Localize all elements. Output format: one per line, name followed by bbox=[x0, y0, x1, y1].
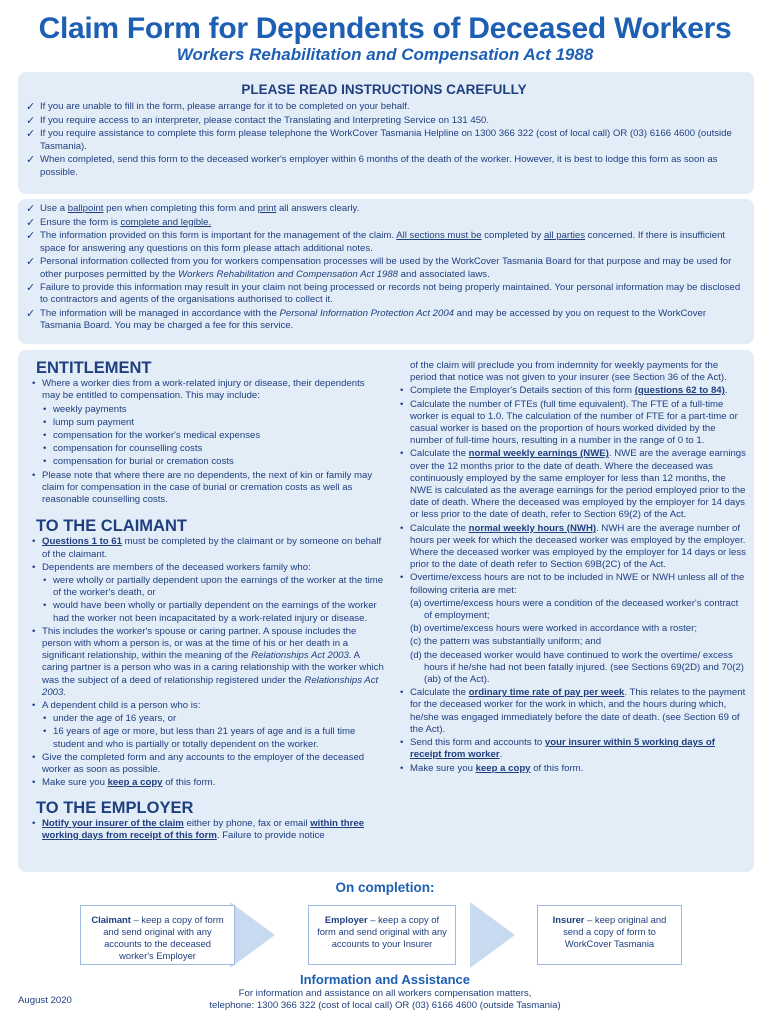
overtime-criterion: (b) overtime/excess hours were worked in accordance with a roster; bbox=[410, 623, 698, 635]
claimant-questions: • Questions 1 to 61 must be completed by the claimant or by someone on behalf of the claimant. bbox=[32, 536, 384, 560]
entitlement-item: • lump sum payment bbox=[32, 417, 384, 429]
claimant-heading: TO THE CLAIMANT bbox=[36, 517, 187, 536]
employer-ordinary-rate: • Calculate the ordinary time rate of pay per week. This relates to the payment for the deceased worker for the work in which, and the hours during which, he/she was engaged immediately before the date of death. (see Section 69 of the Act). bbox=[400, 687, 746, 736]
info-heading: Information and Assistance bbox=[300, 972, 470, 987]
claimant-step-card: Claimant – keep a copy of form and send original with any accounts to the deceased worker's Employer bbox=[80, 905, 235, 965]
employer-notify: • Notify your insurer of the claim either by phone, fax or email within three working days from receipt of this form. Failure to provide notice bbox=[32, 818, 384, 842]
employer-send: • Send this form and accounts to your insurer within 5 working days of receipt from worker. bbox=[400, 737, 746, 761]
employer-nwe: • Calculate the normal weekly earnings (NWE). NWE are the average earnings over the 12 months prior to the date of death. Where the deceased was continuously employed by the same employer for less than 12 months, the NWE is calculated as the average earnings for the period employed prior to the date of death. Where the deceased was employed by the employer for 14 days or less prior to the date of death, refer to Section 69(2) of the Act. bbox=[400, 448, 746, 521]
form-title: Claim Form for Dependents of Deceased Workers bbox=[38, 12, 732, 45]
instruction-item: ✓ If you require assistance to complete this form please telephone the WorkCover Tasmania Helpline on 1300 366 322 (cost of local call) OR (03) 6166 4600 (outside Tasmania). bbox=[24, 128, 744, 152]
note-item: ✓ Personal information collected from you for workers compensation processes will be used by the WorkCover Tasmania Board for that purpose and may be used for other purposes permitted by the Workers Rehabilitation and Compensation Act 1988 and associated laws. bbox=[24, 256, 744, 280]
entitlement-item: • compensation for burial or cremation costs bbox=[32, 456, 384, 468]
note-item: ✓ Use a ballpoint pen when completing this form and print all answers clearly. bbox=[24, 203, 744, 215]
entitlement-intro: • Where a worker dies from a work-related injury or disease, their dependents may be entitled to compensation. This may include: bbox=[32, 378, 384, 402]
employer-overtime: • Overtime/excess hours are not to be included in NWE or NWH unless all of the following criteria are met: bbox=[400, 572, 746, 596]
claimant-spouse: • This includes the worker's spouse or caring partner. A spouse includes the person with whom a person is, or was at the time of his or her death in a significant relationship, within the meaning of the Relationships Act 2003. A caring partner is a person who was in a caring relationship with the worker which was the subject of a deed of relationship registered under the Relationships Act 2003. bbox=[32, 626, 384, 699]
instructions-heading: PLEASE READ INSTRUCTIONS CAREFULLY bbox=[241, 82, 527, 97]
claimant-give: • Give the completed form and any accounts to the employer of the deceased worker as soon as possible. bbox=[32, 752, 384, 776]
info-text bbox=[0, 988, 770, 1013]
employer-fte: • Calculate the number of FTEs (full time equivalent). The FTE of a full-time worker is equal to 1.0. The calculation of the number of FTE for a part-time or casual worker is based on the proportion of hours worked divided by the number of full-time hours, resulting in a number in the range of 0 to 1. bbox=[400, 399, 746, 448]
entitlement-heading: ENTITLEMENT bbox=[36, 359, 152, 377]
notes-panel bbox=[18, 199, 754, 344]
overtime-criterion: (c) the pattern was substantially uniform; and bbox=[410, 636, 602, 648]
insurer-step-card: Insurer – keep original and send a copy of form to WorkCover Tasmania bbox=[537, 905, 682, 965]
guidance-right-column bbox=[400, 360, 746, 776]
form-date: August 2020 bbox=[18, 995, 72, 1006]
entitlement-note: • Please note that where there are no dependents, the next of kin or family may claim for compensation in the case of burial or cremation costs as well as reasonable counselling costs. bbox=[32, 470, 384, 507]
instructions-panel bbox=[18, 72, 754, 194]
dependent-criteria: • were wholly or partially dependent upon the earnings of the worker at the time of the worker's death, or bbox=[32, 575, 384, 599]
dependent-criteria: • would have been wholly or partially dependent on the earnings of the worker had the worker not been incapacitated by a work-related injury or disease. bbox=[32, 600, 384, 624]
flow-arrow-1 bbox=[230, 902, 275, 968]
completion-heading: On completion: bbox=[335, 880, 435, 895]
employer-nwh: • Calculate the normal weekly hours (NWH). NWH are the average number of hours per week for which the deceased worker was employed by the employer. Where the deceased worker was employed by the employer for 14 days or less prior to the date of death refer to Section 69B(2C) of the Act. bbox=[400, 523, 746, 572]
instruction-item: ✓ If you require access to an interpreter, please contact the Translating and Interpreting Service on 131 450. bbox=[24, 115, 744, 127]
instruction-item: ✓ If you are unable to fill in the form, please arrange for it to be completed on your behalf. bbox=[24, 101, 744, 113]
flow-arrow-2 bbox=[470, 902, 515, 968]
info-line-1: For information and assistance on all workers compensation matters, bbox=[238, 988, 532, 999]
overtime-criterion: (d) the deceased worker would have continued to work the overtime/ excess hours if he/she had not been fatally injured. (see Sections 69(2D) and 70(2)(ab) of the Act). bbox=[410, 649, 744, 686]
guidance-left-column bbox=[32, 356, 384, 843]
claimant-child: • A dependent child is a person who is: bbox=[32, 700, 384, 712]
employer-copy: • Make sure you keep a copy of this form. bbox=[400, 763, 746, 775]
note-item: ✓ Failure to provide this information may result in your claim not being processed or records not being properly maintained. Your personal information may be disclosed to contractors and agents of the organisations authorised to collect it. bbox=[24, 282, 744, 306]
entitlement-item: • compensation for the worker's medical expenses bbox=[32, 430, 384, 442]
form-subtitle: Workers Rehabilitation and Compensation Act 1988 bbox=[176, 45, 594, 64]
guidance-panel bbox=[18, 350, 754, 872]
entitlement-item: • weekly payments bbox=[32, 404, 384, 416]
employer-step-card: Employer – keep a copy of form and send original with any accounts to your Insurer bbox=[308, 905, 456, 965]
note-item: ✓ The information provided on this form is important for the management of the claim. All sections must be completed by all parties concerned. If there is insufficient space for answering any questions on this form please attach additional notes. bbox=[24, 230, 744, 254]
employer-complete: • Complete the Employer's Details section of this form (questions 62 to 84). bbox=[400, 385, 746, 397]
claimant-dependents: • Dependents are members of the deceased workers family who: bbox=[32, 562, 384, 574]
child-criteria: • under the age of 16 years, or bbox=[32, 713, 384, 725]
employer-heading: TO THE EMPLOYER bbox=[36, 798, 194, 817]
child-criteria: • 16 years of age or more, but less than 21 years of age and is a full time student and who is partially or totally dependent on the worker. bbox=[32, 726, 384, 750]
overtime-criterion: (a) overtime/excess hours were a condition of the deceased worker's contract of employment; bbox=[410, 597, 739, 622]
instruction-item: ✓ When completed, send this form to the deceased worker's employer within 6 months of the death of the worker. However, it is best to lodge this form as soon as possible. bbox=[24, 154, 744, 178]
employer-notify-cont: of the claim will preclude you from indemnity for weekly payments for the period that notice was not given to your insurer (see Section 36 of the Act). bbox=[410, 360, 727, 384]
note-item: ✓ The information will be managed in accordance with the Personal Information Protection Act 2004 and may be accessed by you on request to the WorkCover Tasmania Board. You may be charged a fee for this service. bbox=[24, 308, 744, 332]
entitlement-item: • compensation for counselling costs bbox=[32, 443, 384, 455]
note-item: ✓ Ensure the form is complete and legible. bbox=[24, 217, 744, 229]
claimant-copy: • Make sure you keep a copy of this form. bbox=[32, 777, 384, 789]
info-line-2: telephone: 1300 366 322 (cost of local call) OR (03) 6166 4600 (outside Tasmania) bbox=[209, 1000, 561, 1012]
